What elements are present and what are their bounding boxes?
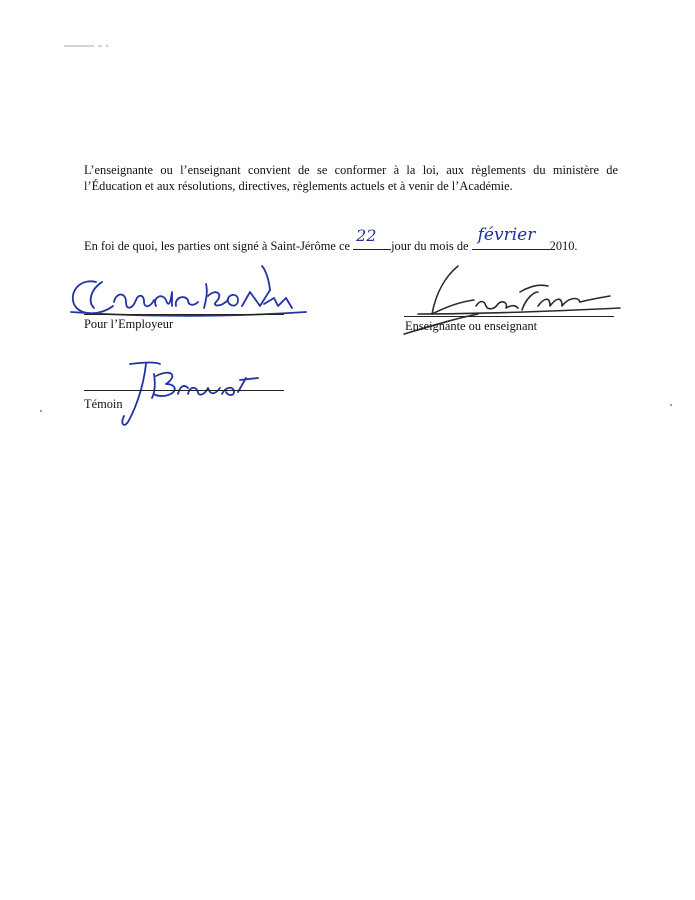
employer-label: Pour l’Employeur — [84, 317, 174, 331]
witness-label: Témoin — [84, 397, 123, 411]
compliance-paragraph: L’enseignante ou l’enseignant convient de se conformer à la loi, aux règlements du ministère de l’Éducation et aux résolutions, directives, règlements actuels et à venir de l’Académie. — [84, 163, 618, 193]
signing-prefix: En foi de quoi, les parties ont signé à Saint-Jérôme ce — [84, 239, 350, 253]
month-field — [472, 225, 550, 250]
employer-signature-line — [84, 314, 284, 315]
teacher-label: Enseignante ou enseignant — [405, 319, 538, 333]
year-suffix: 2010. — [549, 239, 578, 253]
signing-middle: jour du mois de — [391, 239, 469, 253]
day-field — [353, 226, 391, 250]
day-value: 22 — [356, 226, 377, 245]
teacher-signature-line — [404, 316, 614, 317]
scan-speck — [40, 410, 42, 412]
month-value: février — [477, 225, 536, 245]
scan-artifact — [64, 44, 110, 48]
scan-speck — [670, 404, 672, 406]
signing-statement — [84, 225, 624, 254]
witness-signature-line — [84, 390, 284, 391]
witness-signature — [116, 358, 276, 430]
